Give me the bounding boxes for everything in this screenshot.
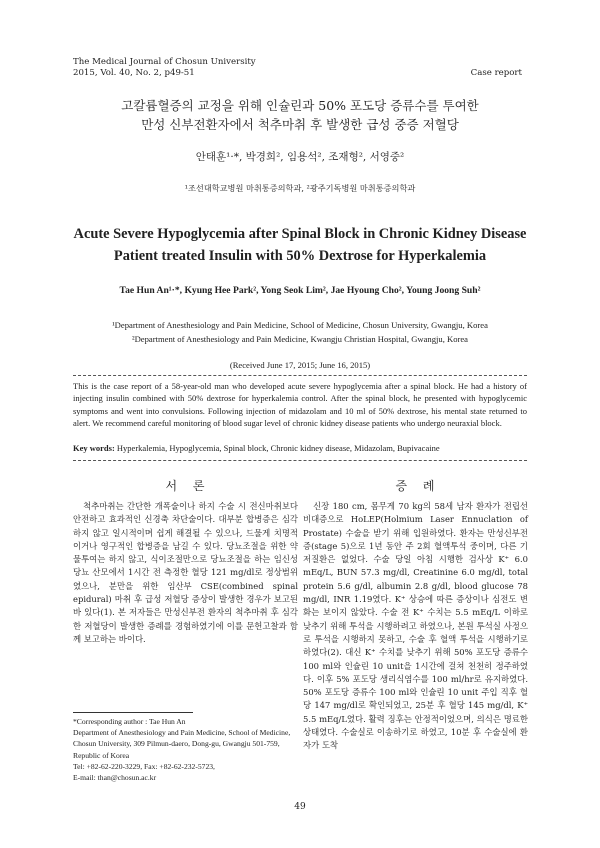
article-type: Case report xyxy=(470,68,522,78)
footnote-rule xyxy=(73,712,193,713)
korean-title xyxy=(0,96,600,134)
english-title-line2: Patient treated Insulin with 50% Dextrose for Hyperkalemia xyxy=(113,248,487,264)
english-authors: Tae Hun An¹·*, Kyung Hee Park², Yong Seok Lim², Jae Hyoung Cho², Young Joong Suh² xyxy=(119,285,481,296)
footnote xyxy=(73,716,298,783)
abstract-bottom-rule xyxy=(73,460,527,461)
affiliation-2: ²Department of Anesthesiology and Pain Medicine, Kwangju Christian Hospital, Gwangju, Korea xyxy=(132,334,468,344)
journal-name: The Medical Journal of Chosun University xyxy=(73,57,256,67)
abstract: This is the case report of a 58-year-old man who developed acute severe hypoglycemia after a spinal block. He had a history of injecting insulin combined with 50% dextrose for hyperkalemia control. After the spinal block, he presented with hypoglycemic symptoms and went into convulsions. Following injection of midazolam and 10 ml of 50% dextrose, his mental state returned to alert. We recommend careful monitoring of blood sugar level of chronic kidney disease patients who undergo neuraxial block. xyxy=(73,381,527,429)
korean-authors: 안태훈¹·*, 박경희², 임용석², 조재형², 서영중² xyxy=(195,151,405,163)
korean-title-line2: 만성 신부전환자에서 척추마취 후 발생한 급성 중증 저혈당 xyxy=(141,117,459,132)
intro-paragraph: 척추마취는 간단한 개폭술이나 하지 수술 시 전신마취보다 안전하고 효과적인 신경축 차단술이다. 대부분 합병증은 심각하지 않고 일시적이며 쉽게 해결될 수 있으나, 드물게 치명적이거나 영구적인 합병증을 남길 수 있다. 당뇨조절을 위한 약물투여는 하지 않고, 식이조절만으로 당뇨조절을 하는 임신성 당뇨 산모에서 1시간 전 측정한 혈당 121 mg/dl로 정상범위였으나, 분만을 위한 임산부 CSE(combined spinal epidural) 마취 후 급성 저혈당 증상이 발생한 경우가 보고된 바 있다(1). 본 저자들은 만성신부전 환자의 척추마취 후 심각한 저혈당이 발생한 증례를 경험하였기에 이를 문헌고찰과 함께 보고하는 바이다. xyxy=(73,501,298,644)
keywords-text: Hyperkalemia, Hypoglycemia, Spinal block, Chronic kidney disease, Midazolam, Bupivacaine xyxy=(116,443,440,453)
journal-volume: 2015, Vol. 40, No. 2, p49-51 xyxy=(73,68,195,78)
page-number: 49 xyxy=(294,802,306,812)
abstract-top-rule xyxy=(73,375,527,376)
intro-heading: 서 론 xyxy=(165,479,211,493)
korean-title-line1: 고칼륨혈증의 교정을 위해 인슐린과 50% 포도당 증류수를 투여한 xyxy=(121,98,479,113)
received-date: (Received June 17, 2015; June 16, 2015) xyxy=(229,360,371,370)
korean-affiliations: ¹조선대학교병원 마취통증의학과, ²광주기독병원 마취통증의학과 xyxy=(184,183,416,193)
journal-info xyxy=(73,57,256,79)
english-title xyxy=(0,223,600,267)
keywords-label: Key words: xyxy=(73,443,115,453)
affiliation-1: ¹Department of Anesthesiology and Pain Medicine, School of Medicine, Chosun University, Gwangju, Korea xyxy=(112,320,488,330)
footnote-phone: Tel: +82-62-220-3229, Fax: +82-62-232-5723, xyxy=(73,761,215,771)
keywords xyxy=(73,443,527,453)
english-title-line1: Acute Severe Hypoglycemia after Spinal Block in Chronic Kidney Disease xyxy=(73,226,527,242)
intro-column xyxy=(73,500,298,646)
english-affiliations xyxy=(0,318,600,346)
footnote-corresponding: *Corresponding author : Tae Hun An xyxy=(73,717,186,726)
footnote-address: Department of Anesthesiology and Pain Medicine, School of Medicine, Chosun University, 309 Pilmun-daero, Dong-gu, Gwangju 501-759, Republic of Korea xyxy=(73,728,291,760)
footnote-email: E-mail: than@chosun.ac.kr xyxy=(73,773,157,783)
case-column xyxy=(303,500,528,753)
case-heading: 증 례 xyxy=(395,479,441,493)
case-paragraph: 신장 180 cm, 몸무게 70 kg의 58세 남자 환자가 전립선비대증으로 HoLEP(Holmium Laser Ennuclation of Prostate) 수술을 받기 위해 입원하였다. 환자는 만성신부전증(stage 5)으로 1년 동안 주 2회 혈액투석 중이며, 다른 기저질환은 없었다. 수술 당일 아침 시행한 검사상 K⁺ 6.0 mEq/L, BUN 57.3 mg/dl, Creatinine 6.0 mg/dl, total protein 5.6 g/dl, albumin 2.8 g/dl, blood glucose 78 mg/dl, INR 1.19였다. K⁺ 상승에 따른 증상이나 심전도 변화는 보이지 않았다. 수술 전 K⁺ 수치는 5.5 mEq/L 이하로 낮추기 위해 투석을 시행하려고 하였으나, 본원 투석실 사정으로 투석을 시행하지 못하고, 수술 후 혈액 투석을 시행하기로 하였다(2). 대신 K⁺ 수치를 낮추기 위해 50% 포도당 증류수 100 ml와 인슐린 10 unit을 1시간에 걸쳐 천천히 정주하였다. 이후 5% 포도당 생리식염수를 100 ml/hr로 유지하였다. 50% 포도당 증류수 100 ml와 인슐린 10 unit 주입 직후 혈당 147 mg/dl로 확인되었고, 25분 후 혈당 145 mg/dl, K⁺ 5.5 mEq/L였다. 활력 징후는 안정적이었으며, 의식은 명료한 상태였다. 수술실로 이송하기로 하였고, 10분 후 수술실에 환자가 도착 xyxy=(303,501,528,751)
